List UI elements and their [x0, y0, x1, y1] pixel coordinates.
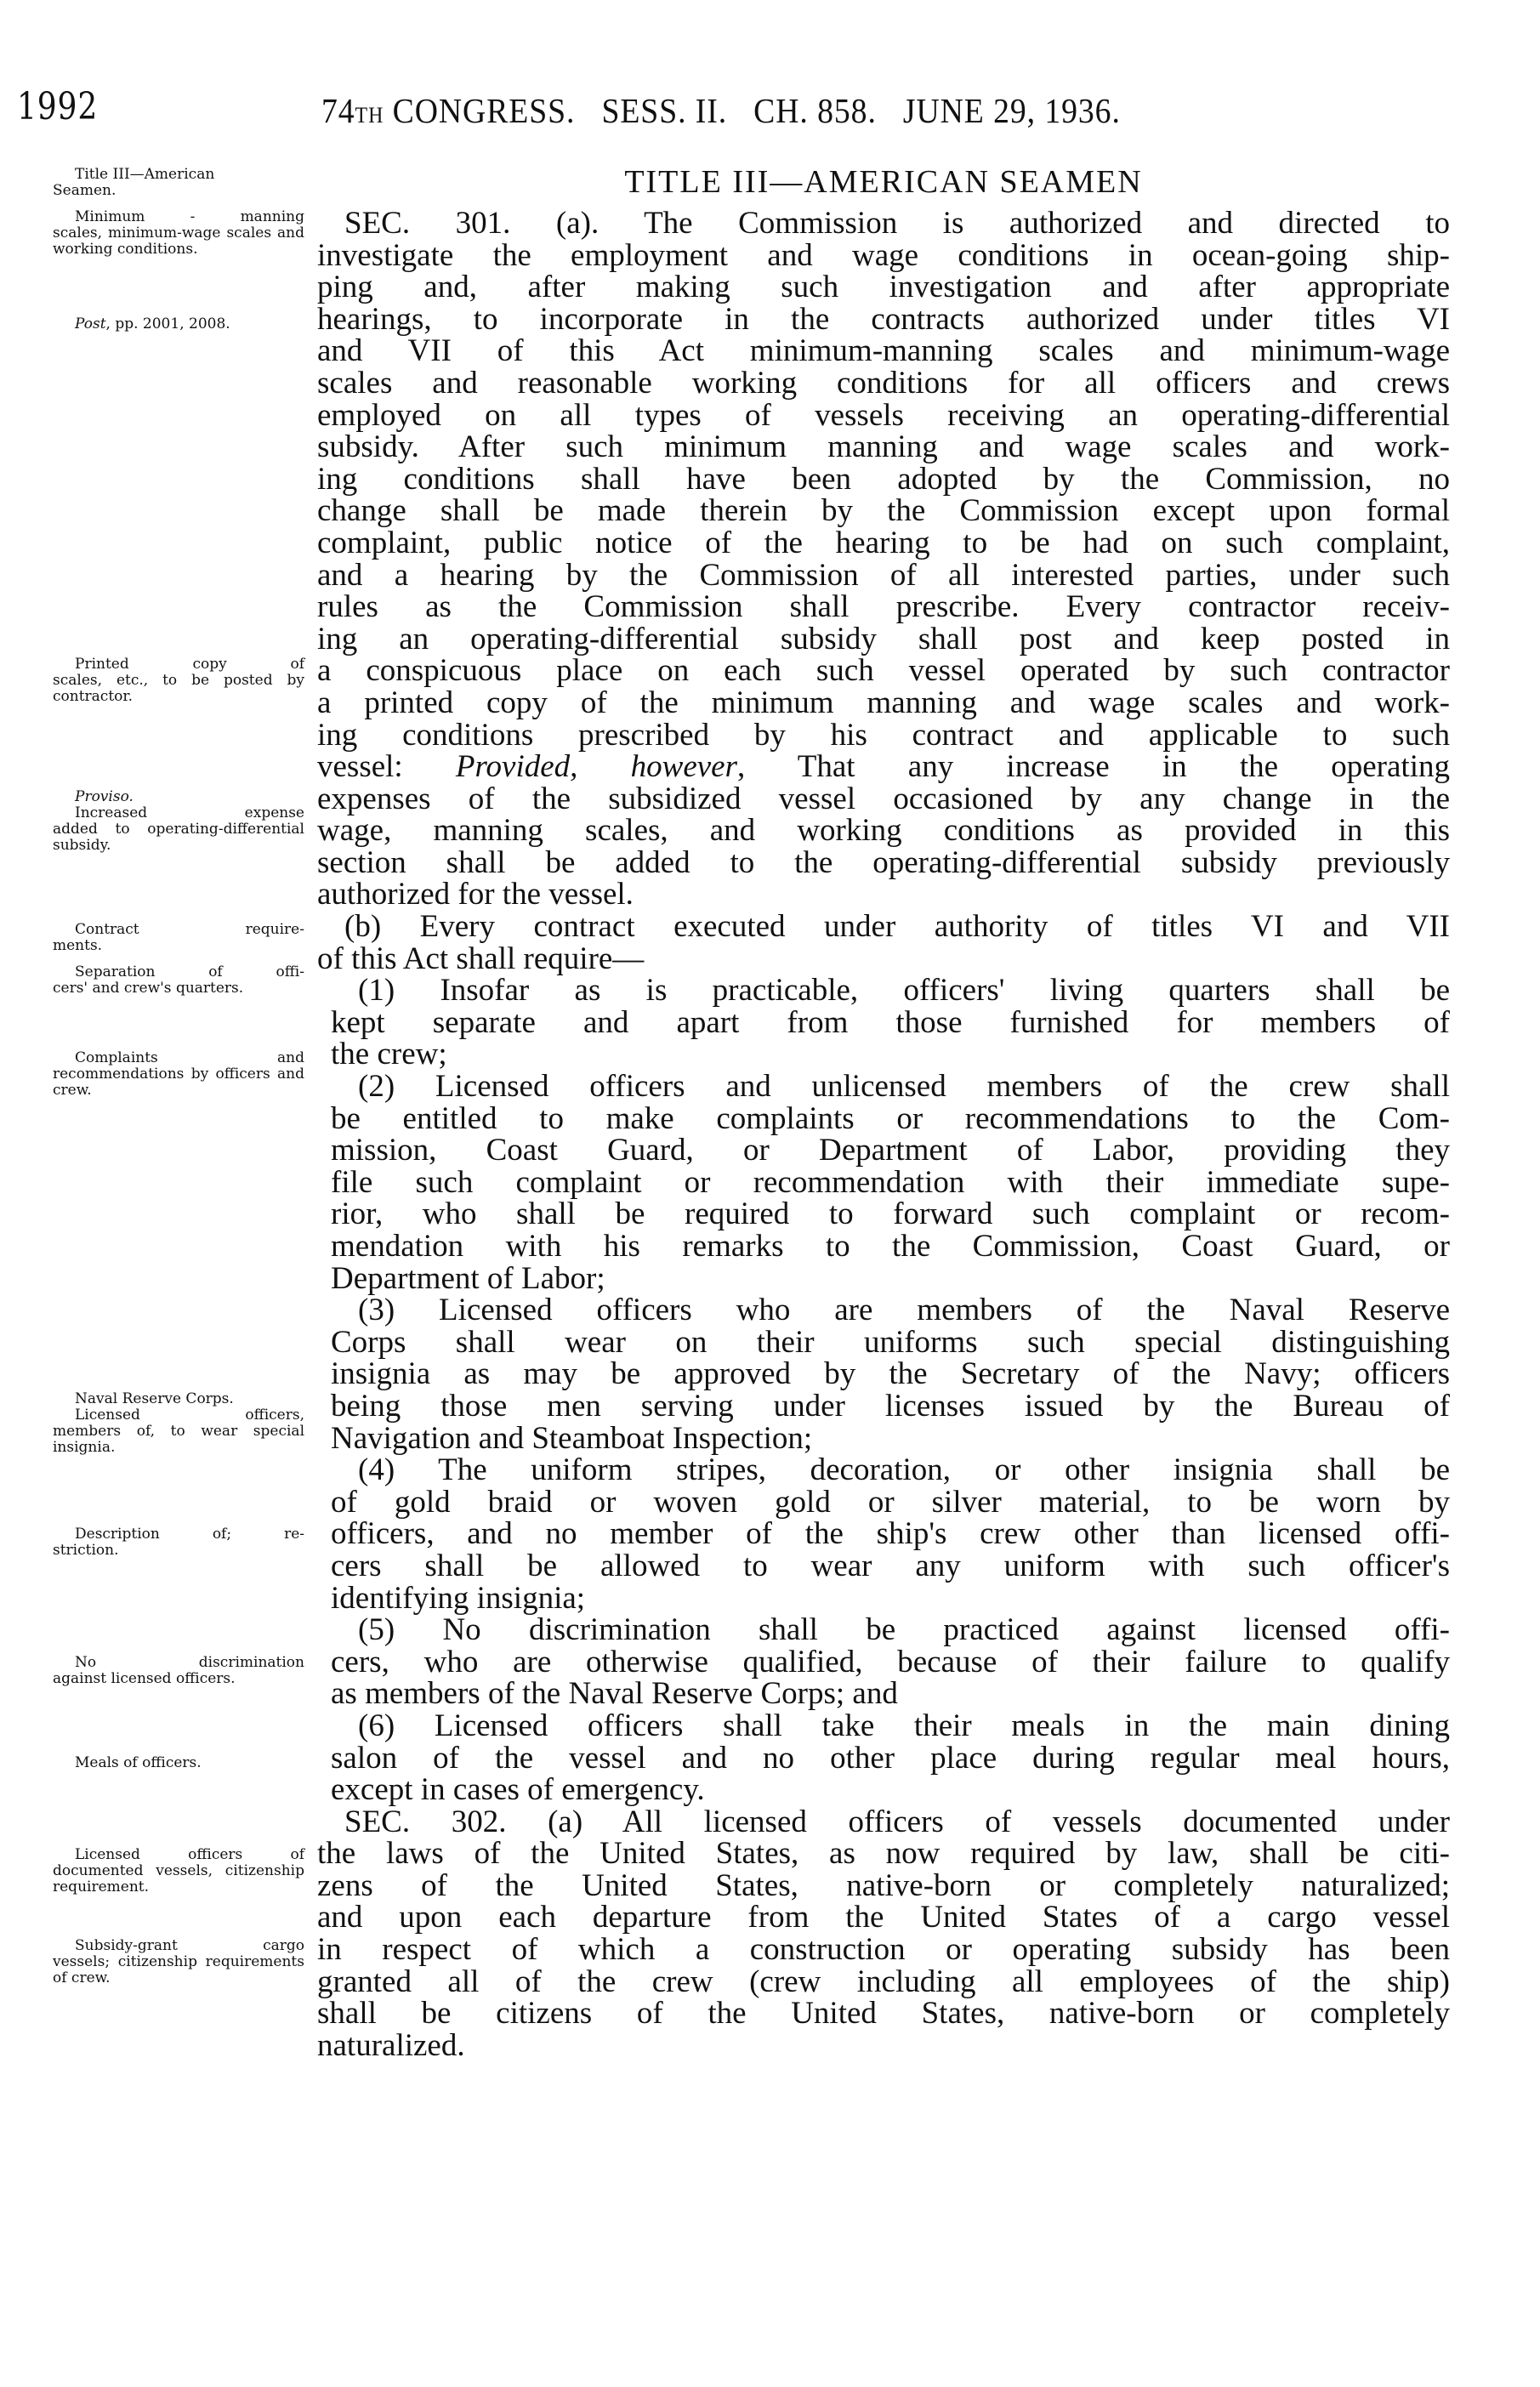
section-301-b: (b) Every contract executed under authority of titles VI and VII of this Act shall require— — [317, 909, 1450, 976]
congress-suffix: TH — [355, 103, 384, 128]
section-302-a: SEC. 302. (a) All licensed officers of vessels documented under the laws of the United States, as now required by law, shall be citi- zens of the United States, native-born or completely naturalized; and upon each departure from the United States of a cargo vessel in respect of which a construction or operating subsidy has been granted all of the crew (crew including all employees of the ship) shall be citizens of the United States, native-born or completely naturalized. — [317, 1804, 1450, 2063]
margin-note-title-iii: Title III—American Seamen. — [53, 166, 215, 199]
proviso-italic: Provided, however — [455, 749, 737, 785]
item-2: (2) Licensed officers and unlicensed members of the crew shall be entitled to make complaints or recommendations to the Com- mission, Coast Guard, or Department of Labor, providing they file such complaint or recommendation with their immediate supe- rior, who shall be required to forward such complaint or recom- mendation with his remarks to the Commission, Coast Guard, or Department of Labor; — [331, 1069, 1450, 1296]
margin-note-increased-expense: Increased expense added to operating-differential subsidy. — [53, 804, 304, 854]
margin-note-naval-reserve: Naval Reserve Corps. — [75, 1390, 234, 1407]
margin-note-contract-requirements: Contract require- ments. — [53, 921, 304, 954]
item-3: (3) Licensed officers who are members of the Naval Reserve Corps shall wear on their uniforms such special distinguishing insignia as may be approved by the Secretary of the Navy; officers being those men serving under licenses issued by the Bureau of Navigation and Steamboat Inspection; — [331, 1293, 1450, 1456]
item-6: (6) Licensed officers shall take their meals in the main dining salon of the vessel and no other place during regular meal hours, except in cases of emergency. — [331, 1708, 1450, 1808]
header-citation — [321, 90, 1121, 131]
page-number: 1992 — [17, 85, 99, 128]
item-1: (1) Insofar as is practicable, officers' living quarters shall be kept separate and apart from those furnished for members of the crew; — [331, 973, 1450, 1072]
proviso-line: vessel: Provided, however, That any increase in the operating — [317, 749, 1450, 785]
margin-note-minimum-scales: Minimum - manning scales, minimum-wage scales and working conditions. — [53, 208, 304, 258]
title-heading: TITLE III—AMERICAN SEAMEN — [624, 164, 1143, 200]
body-text — [317, 207, 1450, 2061]
margin-note-post-ref: Post, pp. 2001, 2008. — [75, 315, 230, 332]
margin-note-description: Description of; re- striction. — [53, 1526, 304, 1559]
margin-note-meals: Meals of officers. — [75, 1754, 202, 1771]
section-301-a: SEC. 301. (a). The Commission is authorized and directed to investigate the employment and wage conditions in ocean-going ship- ping and, after making such investigation and after appropriate hearings, to incorporate in the contracts authorized under titles VI and VII of this Act minimum-manning scales and minimum-wage scales and reasonable working conditions for all officers and crews employed on all types of vessels receiving an operating-differential subsidy. After such minimum manning and wage scales and work- ing conditions shall have been adopted by the Commission, no change shall be made therein by the Commission except upon formal complaint, public notice of the hearing to be had on such complaint, and a hearing by the Commission of all interested parties, under such rules as the Commission shall prescribe. Every contractor receiv- ing an operating-differential subsidy shall post and keep posted in a conspicuous place on each such vessel operated by such contractor a printed copy of the minimum manning and wage scales and work- ing conditions prescribed by his contract and applicable to such vessel: Provided, however, That any increase in the operating expenses of the subsidized vessel occasioned by any change in the wage, manning scales, and working conditions as provided in this section shall be added to the operating-differential subsidy previously authorized for the vessel. — [317, 206, 1450, 912]
session-chapter-date: CONGRESS. SESS. II. CH. 858. JUNE 29, 1936. — [384, 91, 1121, 130]
margin-note-printed-copy: Printed copy of scales, etc., to be posted by contractor. — [53, 656, 304, 705]
item-5: (5) No discrimination shall be practiced against licensed offi- cers, who are otherwise qualified, because of their failure to qualify as members of the Naval Reserve Corps; and — [331, 1612, 1450, 1712]
running-header — [0, 85, 1540, 136]
margin-note-separation-quarters: Separation of offi- cers' and crew's quarters. — [53, 963, 304, 997]
margin-note-proviso: Proviso. — [75, 788, 134, 805]
item-4: (4) The uniform stripes, decoration, or other insignia shall be of gold braid or woven gold or silver material, to be worn by officers, and no member of the ship's crew other than licensed offi- cers shall be allowed to wear any uniform with such officer's identifying insignia; — [331, 1452, 1450, 1616]
margin-note-citizenship-crew: Subsidy-grant cargo vessels; citizenship requirements of crew. — [53, 1937, 304, 1986]
margin-note-licensed-insignia: Licensed officers, members of, to wear special insignia. — [53, 1407, 304, 1456]
congress-number: 74 — [321, 91, 355, 130]
margin-note-complaints: Complaints and recommendations by officers and crew. — [53, 1049, 304, 1099]
margin-note-citizenship-officers: Licensed officers of documented vessels, citizenship requirement. — [53, 1846, 304, 1895]
margin-note-no-discrimination: No discrimination against licensed officers. — [53, 1654, 304, 1687]
